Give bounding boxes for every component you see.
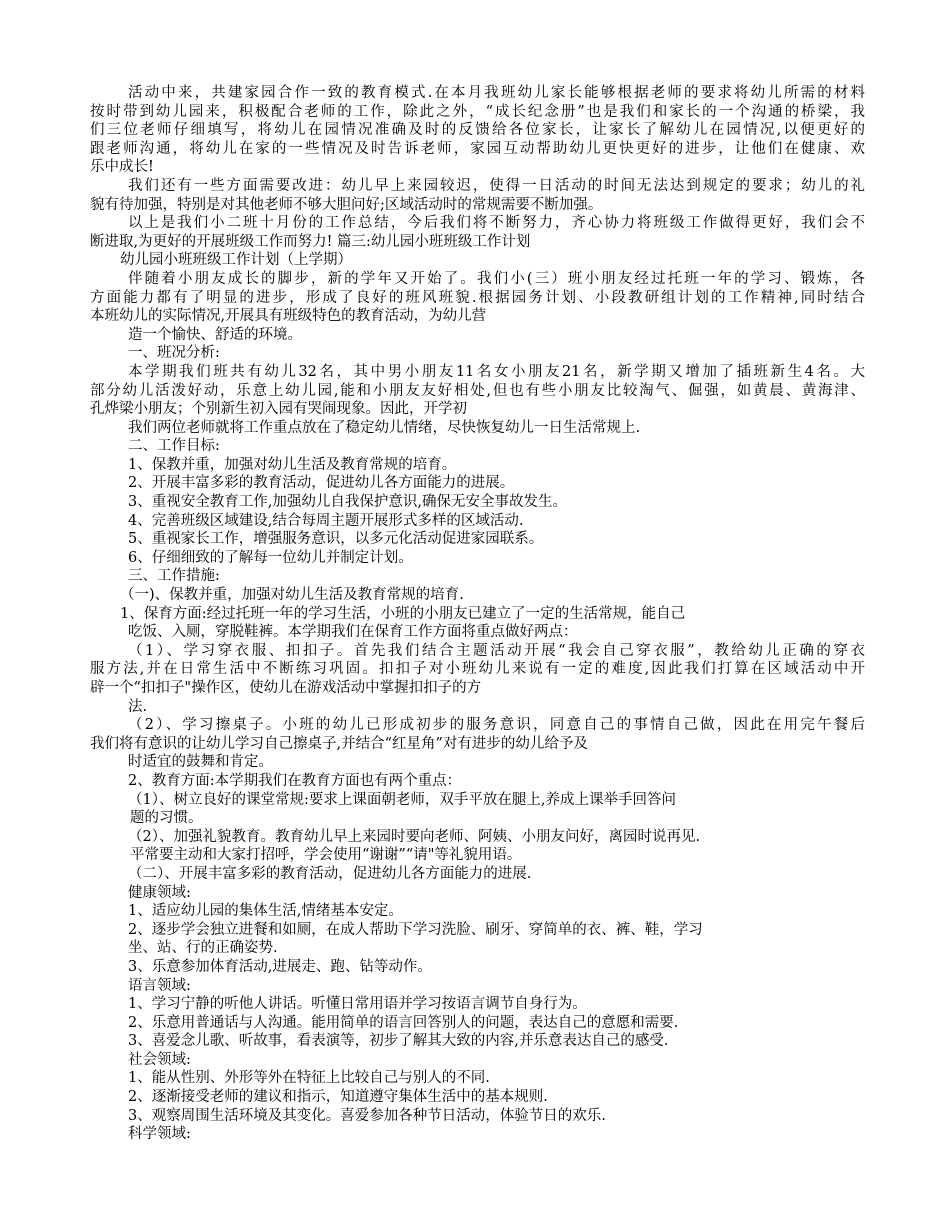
text-line: 1、保育方面:经过托班一年的学习生活，小班的小朋友已建立了一定的生活常规，能自己	[120, 605, 686, 622]
text-line: （二）、开展丰富多彩的教育活动，促进幼儿各方面能力的进展.	[128, 865, 532, 882]
text-line: 时适宜的鼓舞和肯定。	[128, 754, 273, 771]
text-line: 1、保教并重，加强对幼儿生活及教育常规的培育。	[128, 456, 457, 473]
text-line: 1、学习宁静的听他人讲话。听懂日常用语并学习按语言调节自身行为。	[128, 996, 587, 1013]
text-line: 2、逐步学会独立进餐和如厕，在成人帮助下学习洗脸、刷牙、穿简单的衣、裤、鞋，学习	[128, 921, 703, 938]
text-line: 科学领域:	[128, 1126, 191, 1143]
text-line: 本班幼儿的实际情况,开展具有班级特色的教育活动，为幼儿营	[90, 308, 487, 325]
text-line: 服方法,并在日常生活中不断练习巩固。扣扣子对小班幼儿来说有一定的难度,因此我们打算在区域活动中开	[90, 661, 865, 678]
text-line: 以上是我们小二班十月份的工作总结，今后我们将不断努力，齐心协力将班级工作做得更好，我们会不	[128, 215, 865, 232]
text-line: 3、观察周围生活环境及其变化。喜爱参加各种节日活动，体验节日的欢乐.	[128, 1107, 606, 1124]
text-line: 三、工作措施:	[128, 568, 220, 585]
text-line: 1、适应幼儿园的集体生活,情绪基本安定。	[128, 903, 403, 920]
text-line: 貌有待加强，特别是对其他老师不够大胆问好;区域活动时的常规需要不断加强。	[90, 196, 603, 213]
text-line: 2、逐渐接受老师的建议和指示，知道遵守集体生活中的基本规则.	[128, 1089, 548, 1106]
text-line: 3、喜爱念儿歌、听故事，看表演等，初步了解其大致的内容,并乐意表达自己的感受.	[128, 1033, 669, 1050]
text-line: 造一个愉快、舒适的环境。	[128, 326, 302, 343]
text-line: 乐中成长!	[90, 159, 154, 176]
text-line: 社会领域:	[128, 1051, 191, 1068]
text-line: 4、完善班级区域建设,结合每周主题开展形式多样的区域活动.	[128, 512, 524, 529]
text-line: 坐、站、行的正确姿势.	[128, 940, 278, 957]
text-line: 按时带到幼儿园来，积极配合老师的工作，除此之外，“成长纪念册”也是我们和家长的一个沟通的桥梁，我	[90, 103, 865, 120]
text-line: （1）、学习穿衣服、扣扣子。首先我们结合主题活动开展“我会自己穿衣服”，教给幼儿正确的穿衣	[128, 642, 865, 659]
text-line: 们三位老师仔细填写，将幼儿在园情况准确及时的反馈给各位家长，让家长了解幼儿在园情况,以便更好的	[90, 122, 865, 139]
text-line: 方面能力都有了明显的进步，形成了良好的班风班貌.根据园务计划、小段教研组计划的工作精神,同时结合	[90, 289, 865, 306]
text-line: 法.	[128, 698, 148, 715]
text-line: 辟一个“扣扣子"操作区，使幼儿在游戏活动中掌握扣扣子的方	[90, 680, 482, 696]
text-line: 语言领域:	[128, 977, 191, 994]
text-line: 2、开展丰富多彩的教育活动，促进幼儿各方面能力的进展。	[128, 475, 515, 492]
text-line: 伴随着小朋友成长的脚步，新的学年又开始了。我们小(三）班小朋友经过托班一年的学习、锻炼，各	[128, 270, 865, 287]
text-line: 幼儿园小班班级工作计划（上学期）	[120, 252, 352, 269]
text-line: 题的习惯。	[130, 810, 203, 827]
text-line: 活动中来，共建家园合作一致的教育模式.在本月我班幼儿家长能够根据老师的要求将幼儿所需的材料	[128, 85, 865, 101]
text-line: 5、重视家长工作，增强服务意识，以多元化活动促进家园联系。	[128, 531, 544, 548]
text-line: 孔烨梁小朋友；个别新生初入园有哭闹现象。因此，开学初	[90, 401, 467, 418]
text-line: 1、能从性别、外形等外在特征上比较自己与别人的不同.	[128, 1070, 490, 1087]
text-line: 我们两位老师就将工作重点放在了稳定幼儿情绪，尽快恢复幼儿一日生活常规上.	[128, 419, 641, 436]
document-page	[90, 84, 865, 1144]
text-line: （一)、保教并重，加强对幼儿生活及教育常规的培育.	[120, 587, 464, 604]
text-line: 平常要主动和大家打招呼，学会使用“谢谢”“请"等礼貌用语。	[130, 847, 522, 864]
text-line: 我们还有一些方面需要改进：幼儿早上来园较迟，使得一日活动的时间无法达到规定的要求；幼儿的礼	[128, 177, 865, 194]
text-line: 一、班况分析:	[128, 345, 220, 362]
text-line: 3、重视安全教育工作,加强幼儿自我保护意识,确保无安全事故发生。	[128, 494, 567, 511]
text-line: 跟老师沟通，将幼儿在家的一些情况及时告诉老师，家园互动帮助幼儿更快更好的进步，让他们在健康、欢	[90, 140, 865, 157]
text-line: 吃饭、入厕，穿脱鞋裤。本学期我们在保育工作方面将重点做好两点：	[128, 624, 578, 641]
text-line: 3、乐意参加体育活动,进展走、跑、钻等动作。	[128, 958, 432, 975]
text-line: （2）、加强礼貌教育。教育幼儿早上来园时要向老师、阿姨、小朋友问好，离园时说再见.	[128, 828, 701, 845]
text-line: 部分幼儿活泼好动，乐意上幼儿园,能和小朋友友好相处,但也有些小朋友比较淘气、倔强，如黄晨、黄海津、	[90, 382, 865, 399]
text-line: 6、仔细细致的了解每一位幼儿并制定计划。	[128, 549, 413, 566]
text-line: （2）、学习擦桌子。小班的幼儿已形成初步的服务意识，同意自己的事情自己做，因此在用完午餐后	[128, 717, 865, 734]
text-line: 我们将有意识的让幼儿学习自己擦桌子,并结合“红星角”对有进步的幼儿给予及	[90, 735, 588, 752]
text-line: （1）、树立良好的课堂常规:要求上课面朝老师，双手平放在腿上,养成上课举手回答问	[128, 791, 676, 808]
text-line: 健康领域:	[128, 884, 191, 901]
text-line: 2、乐意用普通话与人沟通。能用简单的语言回答别人的问题，表达自己的意愿和需要.	[128, 1014, 679, 1031]
text-line: 2、教育方面:本学期我们在教育方面也有两个重点：	[128, 772, 462, 789]
text-line: 本学期我们班共有幼儿32名，其中男小朋友11名女小朋友21名，新学期又增加了插班新生4名。大	[128, 363, 865, 380]
text-line: 二、工作目标:	[128, 438, 220, 455]
text-line: 断进取,为更好的开展班级工作而努力! 篇三:幼儿园小班班级工作计划	[90, 233, 531, 250]
